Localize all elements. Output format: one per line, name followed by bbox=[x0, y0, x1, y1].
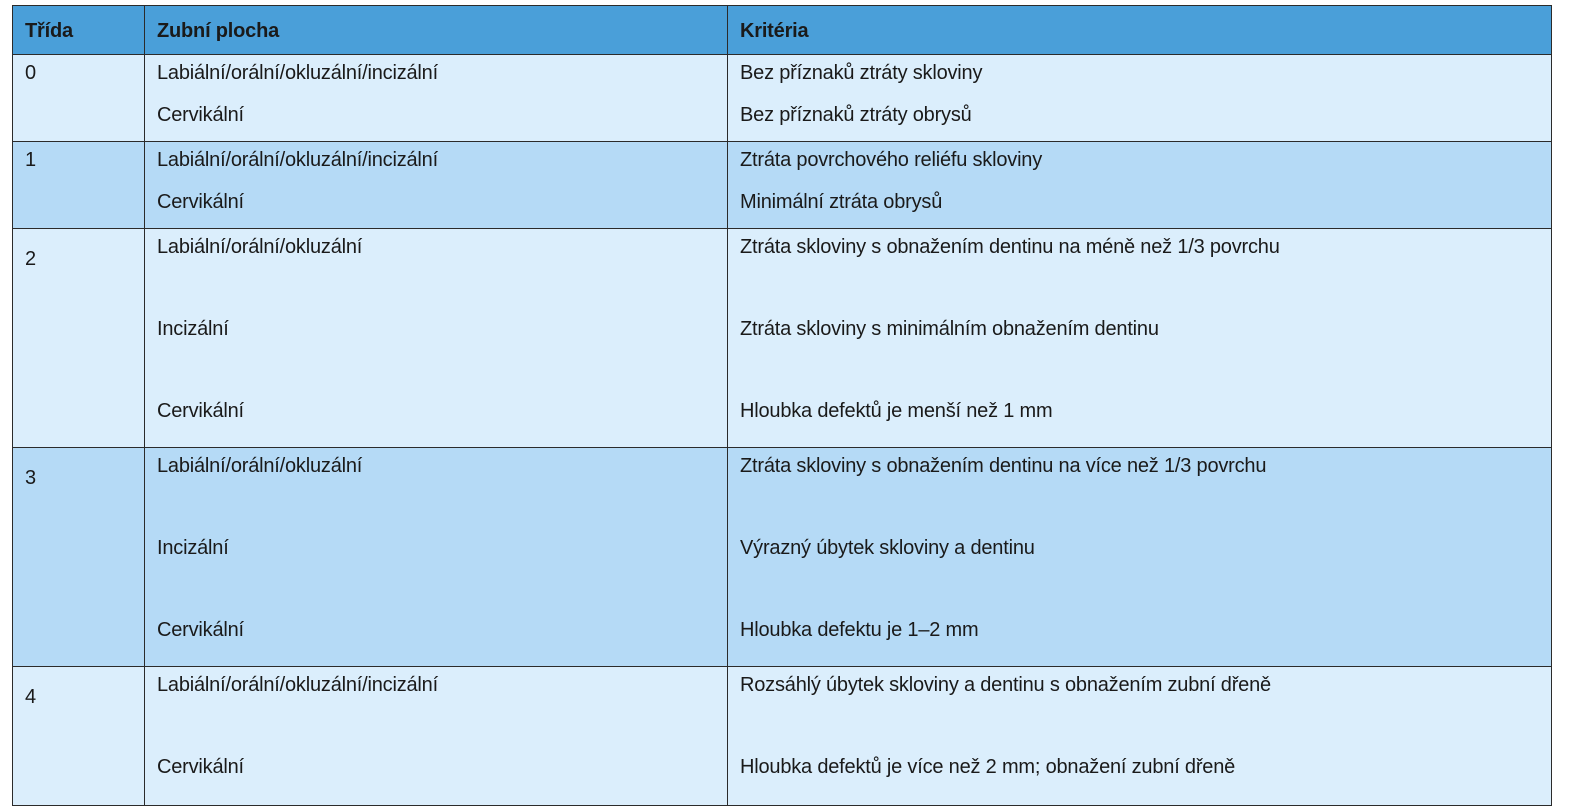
class-cell bbox=[13, 667, 145, 806]
surface-text: Cervikální bbox=[157, 400, 244, 422]
tooth-wear-classification-table bbox=[12, 5, 1552, 806]
class-cell bbox=[13, 229, 145, 448]
surface-cell bbox=[145, 229, 728, 448]
surface-text: Incizální bbox=[157, 318, 229, 340]
surface-text: Labiální/orální/okluzální/incizální bbox=[157, 149, 438, 171]
header-tooth-surface: Zubní plocha bbox=[145, 6, 728, 55]
surface-text: Labiální/orální/okluzální bbox=[157, 236, 363, 258]
criteria-text: Hloubka defektů je více než 2 mm; obnažení zubní dřeně bbox=[740, 756, 1236, 778]
criteria-text: Výrazný úbytek skloviny a dentinu bbox=[740, 537, 1035, 559]
criteria-text: Ztráta skloviny s minimálním obnažením dentinu bbox=[740, 318, 1159, 340]
table-row bbox=[13, 448, 1552, 667]
surface-text: Cervikální bbox=[157, 619, 244, 641]
table-row bbox=[13, 142, 1552, 229]
class-value: 0 bbox=[25, 62, 36, 84]
table-row bbox=[13, 55, 1552, 142]
header-class: Třída bbox=[13, 6, 145, 55]
class-cell bbox=[13, 55, 145, 142]
criteria-cell bbox=[728, 55, 1552, 142]
surface-cell bbox=[145, 667, 728, 806]
criteria-text: Rozsáhlý úbytek skloviny a dentinu s obnažením zubní dřeně bbox=[740, 674, 1271, 696]
class-cell bbox=[13, 142, 145, 229]
class-value: 1 bbox=[25, 149, 36, 171]
surface-text: Cervikální bbox=[157, 756, 244, 778]
surface-cell bbox=[145, 55, 728, 142]
criteria-text: Hloubka defektu je 1–2 mm bbox=[740, 619, 979, 641]
criteria-text: Minimální ztráta obrysů bbox=[740, 191, 943, 213]
criteria-text: Hloubka defektů je menší než 1 mm bbox=[740, 400, 1053, 422]
criteria-cell bbox=[728, 448, 1552, 667]
criteria-text: Ztráta povrchového reliéfu skloviny bbox=[740, 149, 1043, 171]
criteria-cell bbox=[728, 142, 1552, 229]
class-cell bbox=[13, 448, 145, 667]
surface-text: Cervikální bbox=[157, 104, 244, 126]
class-value: 3 bbox=[25, 467, 36, 489]
header-criteria: Kritéria bbox=[728, 6, 1552, 55]
surface-text: Incizální bbox=[157, 537, 229, 559]
classification-table-wrapper bbox=[12, 5, 1551, 806]
surface-text: Cervikální bbox=[157, 191, 244, 213]
surface-text: Labiální/orální/okluzální bbox=[157, 455, 363, 477]
surface-cell bbox=[145, 142, 728, 229]
surface-cell bbox=[145, 448, 728, 667]
table-row bbox=[13, 229, 1552, 448]
criteria-cell bbox=[728, 667, 1552, 806]
criteria-text: Bez příznaků ztráty skloviny bbox=[740, 62, 983, 84]
criteria-cell bbox=[728, 229, 1552, 448]
surface-text: Labiální/orální/okluzální/incizální bbox=[157, 674, 438, 696]
table-row bbox=[13, 667, 1552, 806]
criteria-text: Bez příznaků ztráty obrysů bbox=[740, 104, 972, 126]
criteria-text: Ztráta skloviny s obnažením dentinu na méně než 1/3 povrchu bbox=[740, 236, 1280, 258]
class-value: 4 bbox=[25, 686, 36, 708]
table-header-row bbox=[13, 6, 1552, 55]
class-value: 2 bbox=[25, 248, 36, 270]
criteria-text: Ztráta skloviny s obnažením dentinu na více než 1/3 povrchu bbox=[740, 455, 1267, 477]
surface-text: Labiální/orální/okluzální/incizální bbox=[157, 62, 438, 84]
